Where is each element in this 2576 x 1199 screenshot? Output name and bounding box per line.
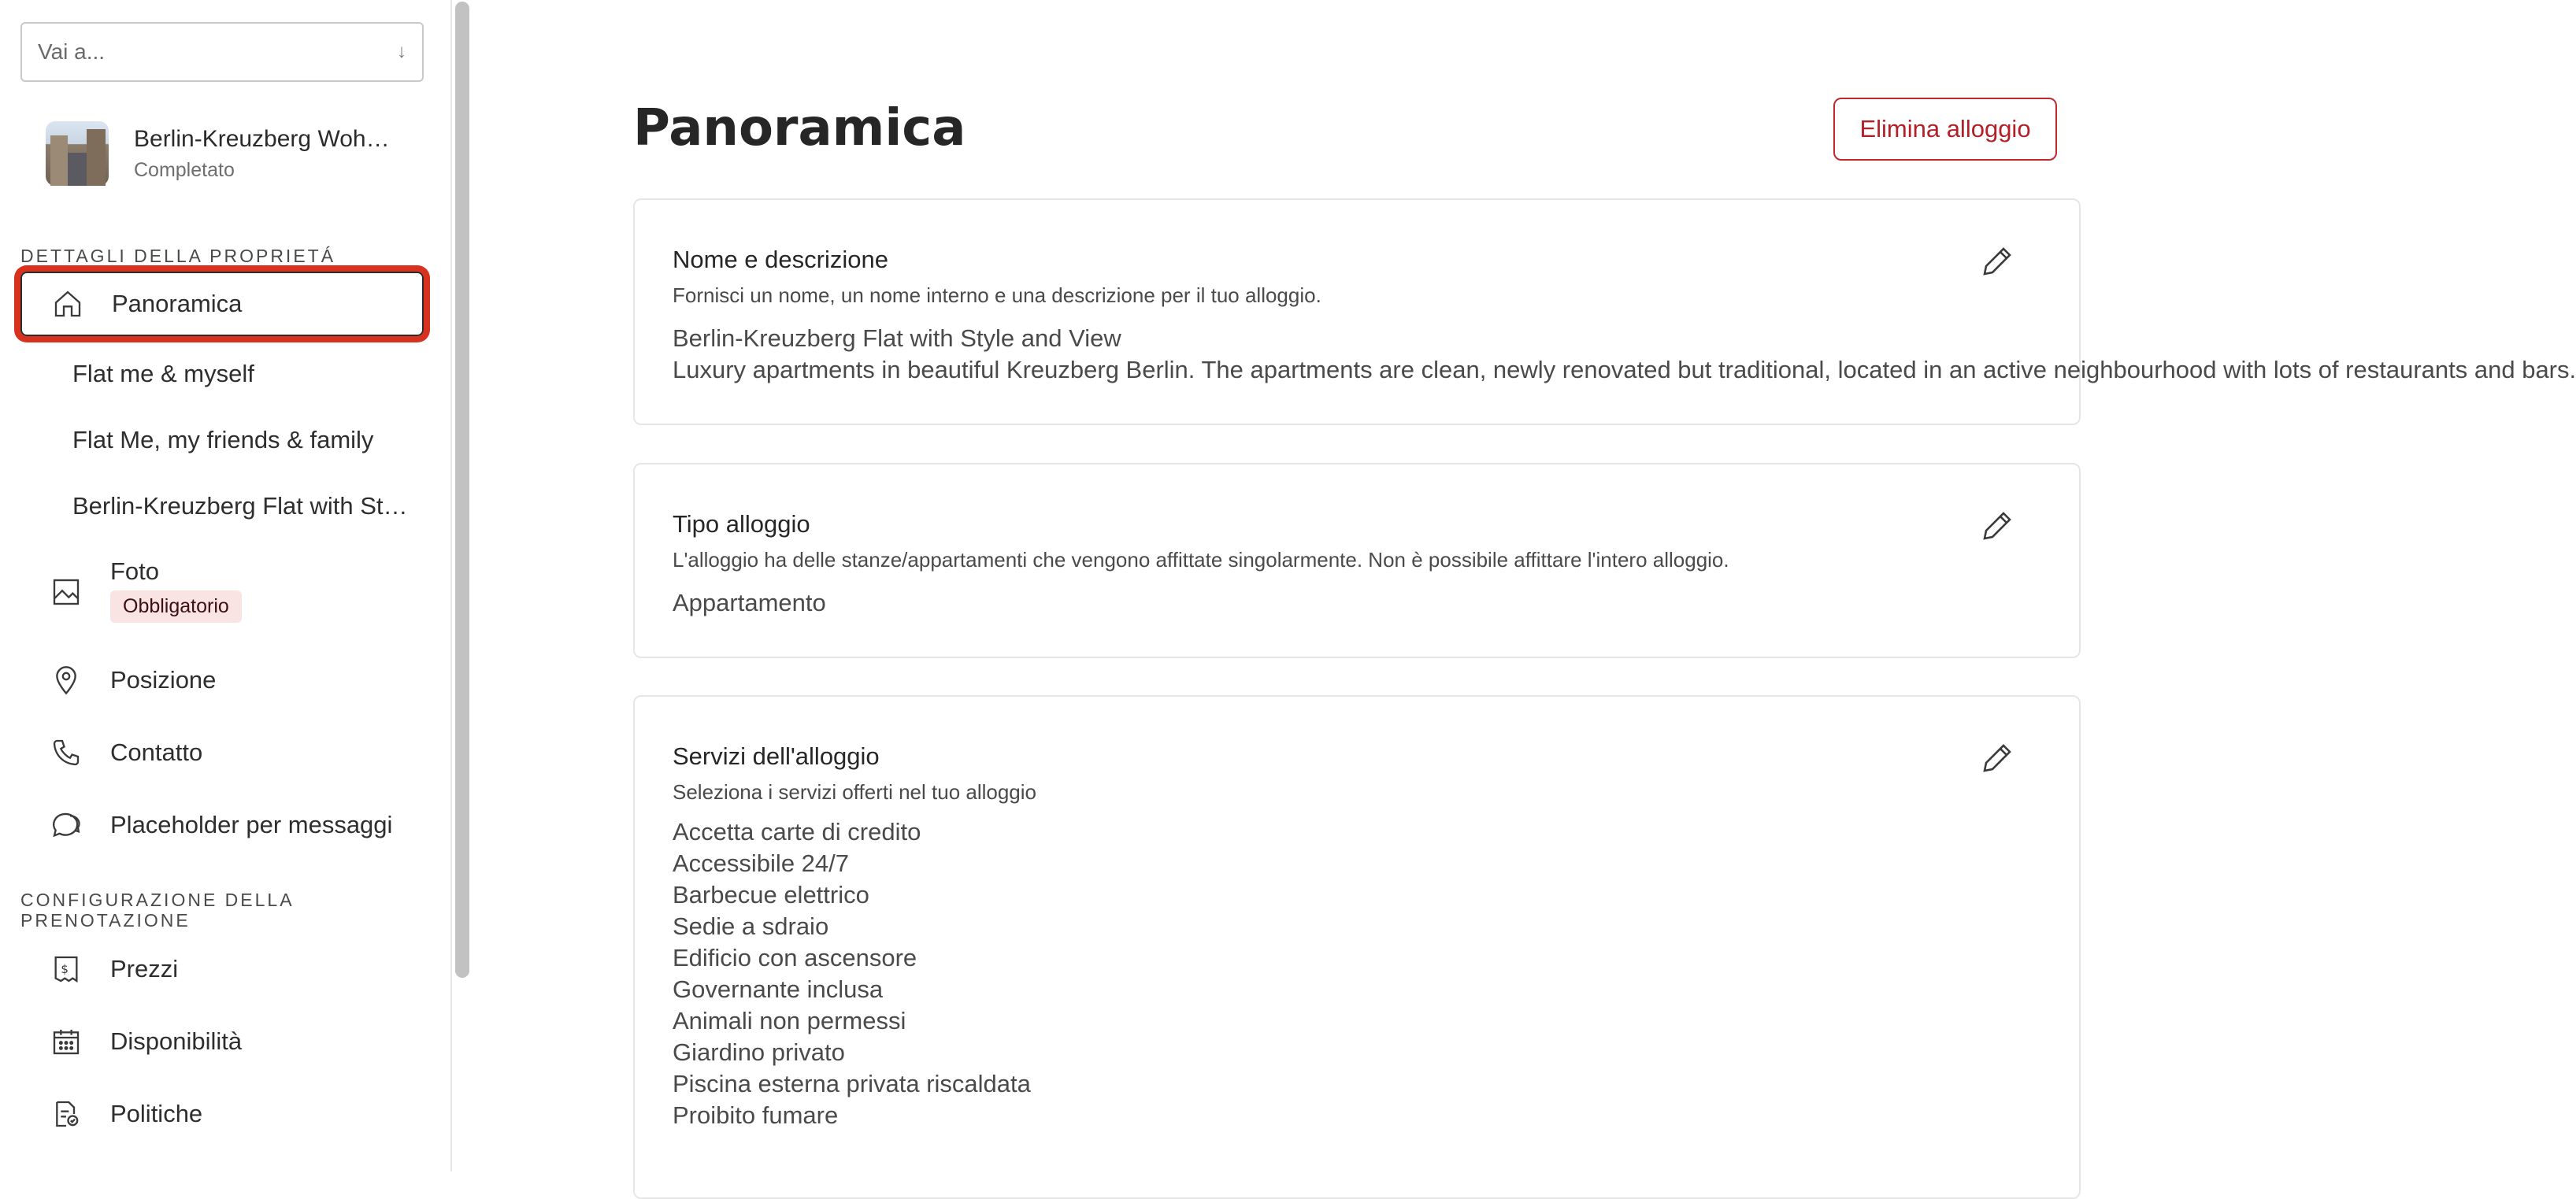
property-summary[interactable] bbox=[46, 121, 390, 186]
pencil-edit-icon[interactable] bbox=[1978, 739, 2016, 777]
arrow-down-icon: ↓ bbox=[397, 41, 406, 62]
accommodation-type-value: Appartamento bbox=[673, 589, 826, 616]
sidebar-subitem-flat-me[interactable]: Flat me & myself bbox=[72, 360, 254, 387]
sidebar-item-prices[interactable] bbox=[20, 950, 424, 988]
sidebar-scrollbar[interactable] bbox=[455, 2, 469, 978]
list-item: Governante inclusa bbox=[673, 975, 884, 1003]
list-item: Barbecue elettrico bbox=[673, 881, 869, 909]
list-item: Accessibile 24/7 bbox=[673, 849, 850, 877]
required-badge: Obbligatorio bbox=[110, 590, 242, 623]
name-description-card bbox=[633, 198, 2576, 425]
card-description: Fornisci un nome, un nome interno e una descrizione per il tuo alloggio. bbox=[673, 283, 1321, 307]
sidebar-item-label: Politiche bbox=[110, 1100, 203, 1127]
list-item: Accetta carte di credito bbox=[673, 818, 921, 846]
home-icon bbox=[49, 285, 87, 323]
sidebar-item-label: Panoramica bbox=[112, 290, 243, 317]
services-list bbox=[673, 816, 1031, 1131]
sidebar-item-label: Placeholder per messaggi bbox=[110, 811, 393, 838]
calendar-icon bbox=[47, 1023, 85, 1060]
sidebar-item-label: Prezzi bbox=[110, 955, 179, 983]
card-description: Seleziona i servizi offerti nel tuo alloggio bbox=[673, 780, 1037, 804]
property-name-value: Berlin-Kreuzberg Flat with Style and View bbox=[673, 324, 1121, 352]
sidebar-subitem-berlin-flat[interactable]: Berlin-Kreuzberg Flat with St… bbox=[72, 492, 408, 520]
image-icon bbox=[47, 573, 85, 611]
sidebar-item-label: Foto bbox=[110, 557, 160, 585]
list-item: Proibito fumare bbox=[673, 1101, 839, 1129]
document-policy-icon bbox=[47, 1095, 85, 1133]
section-booking-config bbox=[20, 890, 295, 931]
sidebar-subitem-flat-friends[interactable]: Flat Me, my friends & family bbox=[72, 426, 374, 453]
accommodation-type-card bbox=[633, 463, 2081, 658]
sidebar-item-contact[interactable] bbox=[20, 734, 424, 772]
svg-text:$: $ bbox=[61, 962, 69, 976]
property-status: Completato bbox=[134, 158, 235, 181]
sidebar-item-position[interactable] bbox=[20, 661, 424, 699]
sidebar-item-message-placeholder[interactable] bbox=[20, 806, 424, 844]
sidebar bbox=[0, 0, 452, 1171]
page-title: Panoramica bbox=[633, 99, 966, 157]
sidebar-item-label: Posizione bbox=[110, 666, 217, 694]
property-description-value: Luxury apartments in beautiful Kreuzberg Berlin. The apartments are clean, newly renovated but traditional, located in an active neighbourhood with lots of restaurants and bars. bbox=[673, 356, 2576, 383]
delete-property-button[interactable]: Elimina alloggio bbox=[1833, 98, 2057, 161]
services-card bbox=[633, 695, 2081, 1199]
list-item: Edificio con ascensore bbox=[673, 944, 917, 971]
card-title: Servizi dell'alloggio bbox=[673, 742, 880, 770]
section-property-details: DETTAGLI DELLA PROPRIETÁ bbox=[20, 246, 336, 266]
goto-select[interactable] bbox=[20, 22, 424, 82]
goto-placeholder: Vai a... bbox=[38, 39, 106, 64]
property-name: Berlin-Kreuzberg Woh… bbox=[134, 125, 390, 152]
card-title: Nome e descrizione bbox=[673, 246, 888, 273]
sidebar-item-label: Disponibilità bbox=[110, 1027, 243, 1055]
phone-icon bbox=[47, 734, 85, 772]
map-pin-icon bbox=[47, 661, 85, 699]
sidebar-item-policies[interactable] bbox=[20, 1095, 424, 1133]
pencil-edit-icon[interactable] bbox=[1978, 507, 2016, 545]
sidebar-item-photos[interactable] bbox=[20, 557, 424, 623]
price-tag-icon bbox=[47, 950, 85, 988]
list-item: Giardino privato bbox=[673, 1038, 845, 1066]
chat-bubbles-icon bbox=[47, 806, 85, 844]
sidebar-item-label: Contatto bbox=[110, 738, 203, 766]
sidebar-item-overview[interactable] bbox=[20, 272, 424, 336]
property-thumbnail bbox=[46, 121, 109, 186]
card-title: Tipo alloggio bbox=[673, 510, 810, 538]
card-description: L'alloggio ha delle stanze/appartamenti che vengono affittate singolarmente. Non è possibile affittare l'intero alloggio. bbox=[673, 548, 1729, 572]
list-item: Animali non permessi bbox=[673, 1007, 906, 1034]
section-label-line: PRENOTAZIONE bbox=[20, 910, 191, 931]
sidebar-item-availability[interactable] bbox=[20, 1023, 424, 1060]
section-label-line: CONFIGURAZIONE DELLA bbox=[20, 890, 295, 910]
pencil-edit-icon[interactable] bbox=[1978, 242, 2016, 280]
list-item: Sedie a sdraio bbox=[673, 912, 829, 940]
list-item: Piscina esterna privata riscaldata bbox=[673, 1070, 1031, 1097]
